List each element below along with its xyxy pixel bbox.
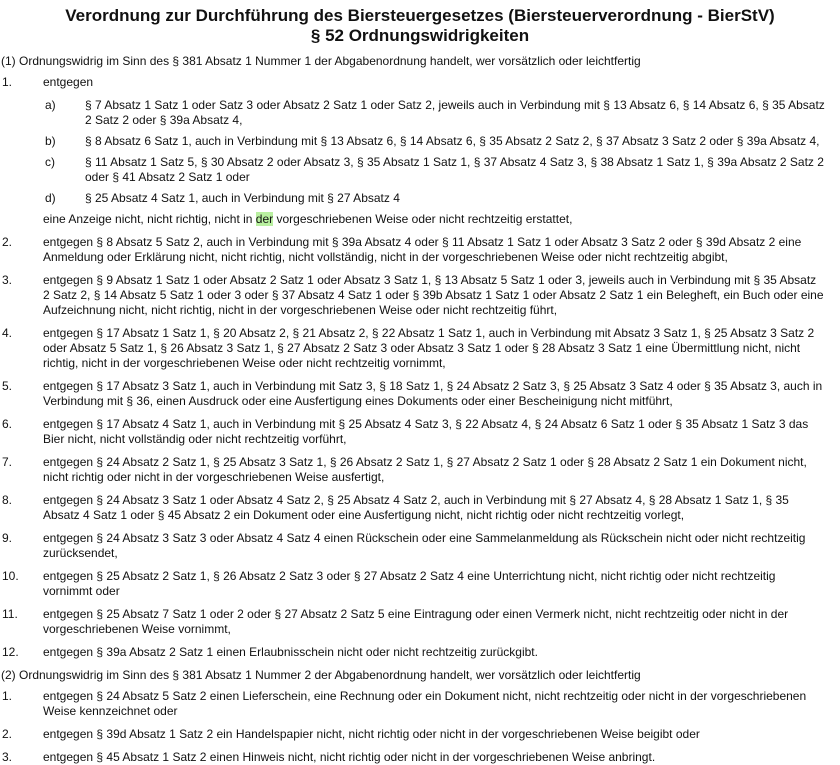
item-text: entgegen § 24 Absatz 3 Satz 1 oder Absatz 4 Satz 2, § 25 Absatz 4 Satz 2, auch in Verbindung mit § 27 Absatz 4, § 28 Absatz 1 Satz 1, § 35 Absatz 4 Satz 1 oder § 45 Absatz 2 ein Dokument oder eine Ausfertigung nicht, nicht richtig oder nicht rechtzeitig vorlegt, — [43, 493, 789, 522]
document — [0, 6, 840, 765]
sub-item-text: § 8 Absatz 6 Satz 1, auch in Verbindung mit § 13 Absatz 6, § 14 Absatz 6, § 35 Absatz 2 Satz 2, § 37 Absatz 3 Satz 2 oder § 39a Absatz 4, — [85, 134, 820, 148]
list-item — [0, 455, 826, 485]
item-text: entgegen — [43, 75, 94, 89]
item-text: entgegen § 25 Absatz 7 Satz 1 oder 2 oder § 27 Absatz 2 Satz 5 eine Eintragung oder einen Vermerk nicht, nicht rechtzeitig oder nicht in der vorgeschriebenen Weise vornimmt, — [43, 607, 789, 636]
list-item — [0, 379, 826, 409]
paragraph-2-intro: (2) Ordnungswidrig im Sinn des § 381 Absatz 1 Nummer 2 der Abgabenordnung handelt, wer vorsätzlich oder leichtfertig — [1, 668, 641, 682]
list-item — [0, 75, 826, 90]
item-number: 3. — [2, 273, 13, 287]
item-1-tail — [0, 212, 840, 227]
item-text: entgegen § 24 Absatz 2 Satz 1, § 25 Absatz 3 Satz 1, § 26 Absatz 2 Satz 1, § 27 Absatz 2 Satz 1 oder § 28 Absatz 2 Satz 1 ein Dokument nicht, nicht richtig oder nicht in der vorgeschriebenen Weise ausfertigt, — [43, 455, 807, 484]
sub-item-b — [0, 134, 826, 149]
item-text: entgegen § 45 Absatz 1 Satz 2 einen Hinweis nicht, nicht richtig oder nicht in der vorgeschriebenen Weise anbringt. — [43, 750, 656, 764]
item-number: 2. — [2, 235, 13, 249]
sub-item-text: § 11 Absatz 1 Satz 5, § 30 Absatz 2 oder Absatz 3, § 35 Absatz 1 Satz 1, § 37 Absatz 4 Satz 3, § 38 Absatz 1 Satz 1, § 39a Absatz 2 Satz 2 oder § 41 Absatz 2 Satz 1 oder — [85, 155, 824, 184]
item-number: 1. — [2, 689, 13, 703]
list-item — [0, 689, 826, 719]
item-text: entgegen § 24 Absatz 5 Satz 2 einen Lieferschein, eine Rechnung oder ein Dokument nicht, nicht rechtzeitig oder nicht in der vorgeschriebenen Weise kennzeichnet oder — [43, 689, 807, 718]
sub-item-a — [0, 98, 826, 128]
sub-item-c — [0, 155, 826, 185]
item-text: entgegen § 8 Absatz 5 Satz 2, auch in Verbindung mit § 39a Absatz 4 oder § 11 Absatz 1 Satz 1 oder Absatz 3 Satz 2 oder § 39d Absatz 2 eine Anmeldung oder Erklärung nicht, nicht richtig, nicht vollständig, nicht in der vorgeschriebenen Weise oder nicht rechtzeitig abgibt, — [43, 235, 802, 264]
list-item — [0, 750, 826, 765]
item-number: 10. — [2, 569, 19, 583]
sub-item-d — [0, 191, 826, 206]
title-line-2: § 52 Ordnungswidrigkeiten — [310, 26, 530, 45]
list-item — [0, 326, 826, 371]
list-item — [0, 727, 826, 742]
list-item — [0, 417, 826, 447]
item-number: 11. — [2, 607, 18, 621]
document-title — [0, 6, 840, 46]
item-number: 12. — [2, 645, 19, 659]
sub-item-text: § 25 Absatz 4 Satz 1, auch in Verbindung mit § 27 Absatz 4 — [85, 191, 400, 205]
sub-item-letter: d) — [45, 191, 56, 205]
list-item — [0, 235, 826, 265]
item-text: entgegen § 39d Absatz 1 Satz 2 ein Handelspapier nicht, nicht richtig oder nicht in der vorgeschriebenen Weise beigibt oder — [43, 727, 700, 741]
tail-text-after: vorgeschriebenen Weise oder nicht rechtzeitig erstattet, — [273, 212, 573, 226]
item-text: entgegen § 39a Absatz 2 Satz 1 einen Erlaubnisschein nicht oder nicht rechtzeitig zurückgibt. — [43, 645, 538, 659]
list-item — [0, 569, 826, 599]
sub-item-letter: c) — [45, 155, 55, 169]
item-number: 6. — [2, 417, 13, 431]
item-number: 5. — [2, 379, 13, 393]
tail-text-before: eine Anzeige nicht, nicht richtig, nicht in — [43, 212, 256, 226]
sub-item-letter: a) — [45, 98, 56, 112]
list-item — [0, 531, 826, 561]
item-number: 1. — [2, 75, 13, 89]
item-text: entgegen § 24 Absatz 3 Satz 3 oder Absatz 4 Satz 4 einen Rückschein oder eine Sammelanmeldung als Rückschein nicht oder nicht rechtzeitig zurücksendet, — [43, 531, 806, 560]
item-number: 2. — [2, 727, 13, 741]
item-number: 7. — [2, 455, 13, 469]
title-line-1: Verordnung zur Durchführung des Biersteuergesetzes (Biersteuerverordnung - BierStV) — [65, 6, 775, 25]
item-number: 4. — [2, 326, 13, 340]
sub-item-letter: b) — [45, 134, 56, 148]
item-number: 9. — [2, 531, 13, 545]
item-text: entgegen § 17 Absatz 3 Satz 1, auch in Verbindung mit Satz 3, § 18 Satz 1, § 24 Absatz 2 Satz 3, § 25 Absatz 3 Satz 4 oder § 35 Absatz 3, auch in Verbindung mit § 36, einen Ausdruck oder eine Ausfertigung eines Dokuments oder einer Bescheinigung nicht mitführt, — [43, 379, 823, 408]
item-number: 8. — [2, 493, 13, 507]
sub-item-text: § 7 Absatz 1 Satz 1 oder Satz 3 oder Absatz 2 Satz 1 oder Satz 2, jeweils auch in Verbindung mit § 13 Absatz 6, § 14 Absatz 6, § 35 Absatz 2 Satz 2 oder § 39a Absatz 4, — [85, 98, 825, 127]
list-item — [0, 645, 826, 660]
item-text: entgegen § 17 Absatz 1 Satz 1, § 20 Absatz 2, § 21 Absatz 2, § 22 Absatz 1 Satz 1, auch in Verbindung mit Absatz 3 Satz 1, § 25 Absatz 3 Satz 2 oder Absatz 5 Satz 1, § 26 Absatz 3 Satz 1, § 27 Absatz 2 Satz 3 oder Absatz 3 Satz 1 oder § 28 Absatz 3 Satz 1 eine Übermittlung nicht, nicht richtig, nicht in der vorgeschriebenen Weise oder nicht rechtzeitig vornimmt, — [43, 326, 815, 370]
list-item — [0, 493, 826, 523]
item-text: entgegen § 9 Absatz 1 Satz 1 oder Absatz 2 Satz 1 oder Absatz 3 Satz 1, § 13 Absatz 5 Satz 1 oder 3, jeweils auch in Verbindung mit § 35 Absatz 2 Satz 2, § 14 Absatz 5 Satz 1 oder 3 oder § 37 Absatz 4 Satz 1 oder § 39b Absatz 1 Satz 1 oder Absatz 2 Satz 1 ein Belegheft, ein Buch oder eine Aufzeichnung nicht, nicht richtig, nicht in der vorgeschriebenen Weise oder nicht rechtzeitig führt, — [43, 273, 824, 317]
paragraph-1-intro: (1) Ordnungswidrig im Sinn des § 381 Absatz 1 Nummer 1 der Abgabenordnung handelt, wer vorsätzlich oder leichtfertig — [1, 54, 641, 68]
item-text: entgegen § 17 Absatz 4 Satz 1, auch in Verbindung mit § 25 Absatz 4 Satz 3, § 22 Absatz 4, § 24 Absatz 6 Satz 1 oder § 35 Absatz 1 Satz 3 das Bier nicht, nicht vollständig oder nicht rechtzeitig vorführt, — [43, 417, 809, 446]
list-item — [0, 607, 826, 637]
list-item — [0, 273, 826, 318]
search-highlight: der — [255, 212, 274, 226]
item-text: entgegen § 25 Absatz 2 Satz 1, § 26 Absatz 2 Satz 3 oder § 27 Absatz 2 Satz 4 eine Unterrichtung nicht, nicht richtig oder nicht rechtzeitig vornimmt oder — [43, 569, 776, 598]
item-number: 3. — [2, 750, 13, 764]
